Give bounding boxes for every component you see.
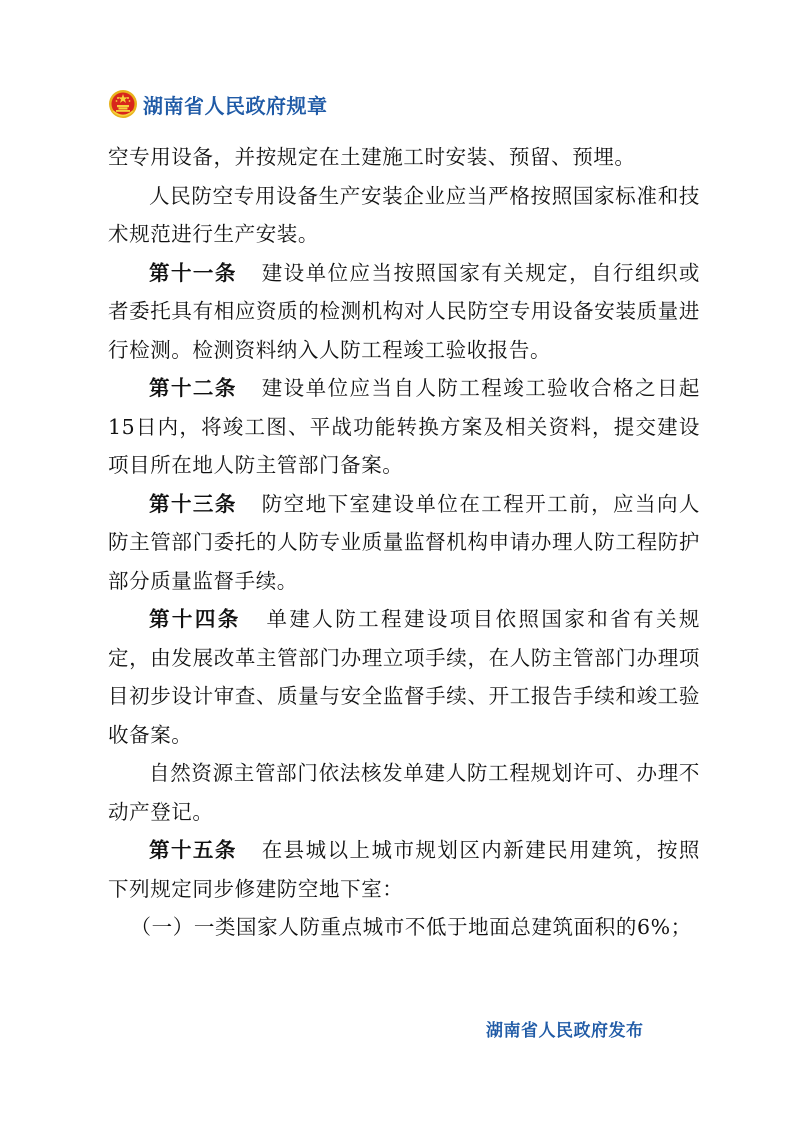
page-header <box>108 86 328 122</box>
list-item <box>108 908 700 947</box>
article-paragraph <box>108 485 700 601</box>
publisher-footer: 湖南省人民政府发布 <box>486 1021 644 1041</box>
paragraph-text: 空专用设备，并按规定在土建施工时安装、预留、预埋。 <box>108 145 636 169</box>
article-paragraph <box>108 254 700 370</box>
article-paragraph <box>108 600 700 754</box>
article-number: 第十三条 <box>149 491 237 516</box>
paragraph-text: 在县城以上城市规划区内新建民用建筑，按照下列规定同步修建防空地下室： <box>108 838 701 901</box>
article-number: 第十五条 <box>149 838 237 862</box>
header-title: 湖南省人民政府规章 <box>143 93 328 118</box>
paragraph-text: 单建人防工程建设项目依照国家和省有关规定，由发展改革主管部门办理立项手续，在人防主管部门办理项目初步设计审查、质量与安全监督手续、开工报告手续和竣工验收备案。 <box>108 607 700 747</box>
paragraph-text: 建设单位应当自人防工程竣工验收合格之日起15日内，将竣工图、平战功能转换方案及相关资料，提交建设项目所在地人防主管部门备案。 <box>108 376 701 477</box>
paragraph <box>108 754 700 831</box>
paragraph-text: 防空地下室建设单位在工程开工前，应当向人防主管部门委托的人防专业质量监督机构申请办理人防工程防护部分质量监督手续。 <box>108 491 701 593</box>
article-number: 第十二条 <box>149 376 237 400</box>
paragraph-text: 建设单位应当按照国家有关规定，自行组织或者委托具有相应资质的检测机构对人民防空专用设备安装质量进行检测。检测资料纳入人防工程竣工验收报告。 <box>108 260 701 362</box>
paragraph-text: （一）一类国家人防重点城市不低于地面总建筑面积的6%； <box>130 915 692 939</box>
paragraph <box>108 138 700 177</box>
article-paragraph <box>108 831 700 908</box>
paragraph-text: 自然资源主管部门依法核发单建人防工程规划许可、办理不动产登记。 <box>108 761 700 824</box>
article-paragraph <box>108 369 700 485</box>
paragraph <box>108 177 700 254</box>
article-number: 第十一条 <box>149 260 237 285</box>
article-number: 第十四条 <box>149 607 241 631</box>
paragraph-text: 人民防空专用设备生产安装企业应当严格按照国家标准和技术规范进行生产安装。 <box>108 183 700 246</box>
document-body <box>108 138 700 947</box>
national-emblem-icon <box>108 89 138 119</box>
